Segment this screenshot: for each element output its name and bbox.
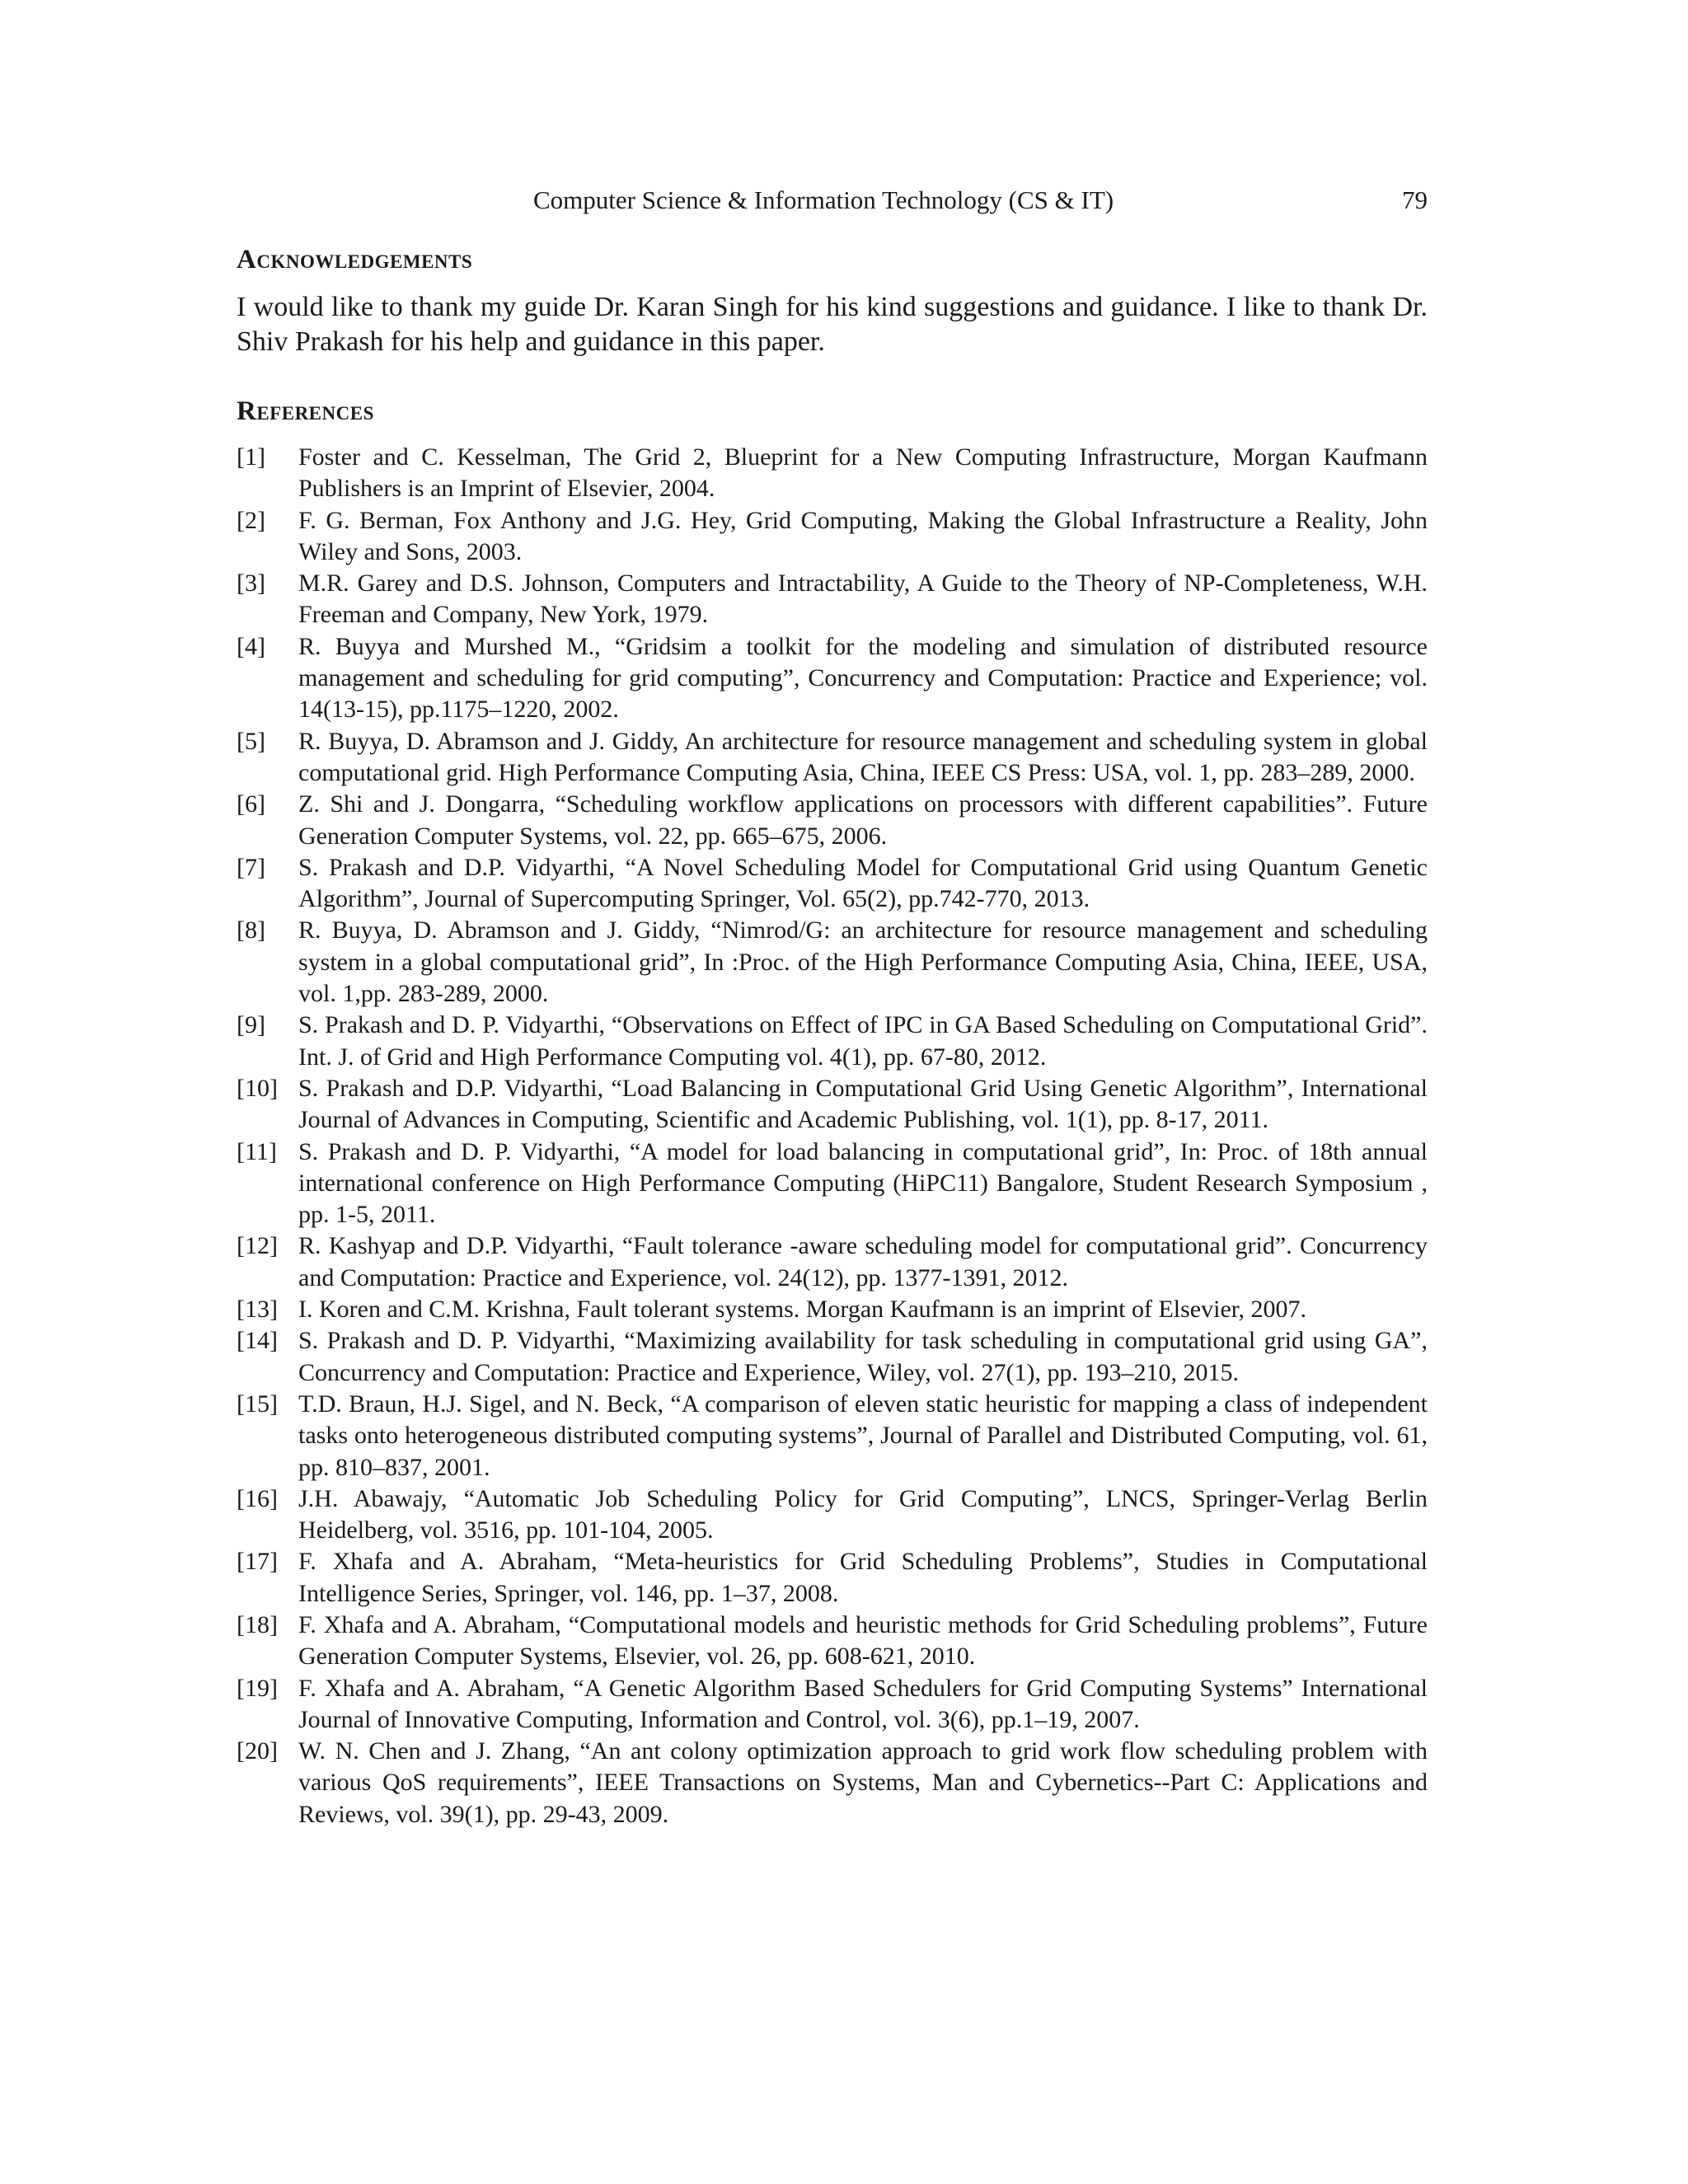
reference-text: S. Prakash and D. P. Vidyarthi, “Maximizing availability for task scheduling in computational grid using GA”, Concurrency and Computation: Practice and Experience, Wiley, vol. 27(1), pp. 193–210, 2015. [298,1327,1428,1386]
reference-list [237,442,1428,1830]
reference-number: [17] [237,1548,278,1576]
reference-number: [12] [237,1232,278,1260]
reference-item [237,1546,1428,1610]
reference-text: Foster and C. Kesselman, The Grid 2, Blueprint for a New Computing Infrastructure, Morgan Kaufmann Publishers is an Imprint of Elsevier, 2004. [298,443,1428,503]
reference-item [237,1073,1428,1137]
reference-number: [13] [237,1296,278,1324]
reference-item [237,1137,1428,1231]
reference-number: [1] [237,443,265,471]
reference-text: R. Kashyap and D.P. Vidyarthi, “Fault tolerance -aware scheduling model for computational grid”. Concurrency and Computation: Practice and Experience, vol. 24(12), pp. 1377-1391, 2012. [298,1232,1428,1291]
reference-text: I. Koren and C.M. Krishna, Fault tolerant systems. Morgan Kaufmann is an imprint of Elsevier, 2007. [298,1296,1307,1324]
reference-number: [18] [237,1610,278,1638]
reference-number: [8] [237,916,265,944]
reference-item [237,1230,1428,1294]
reference-number: [4] [237,632,265,660]
acknowledgements-heading: Acknowledgements [237,245,473,274]
reference-number: [7] [237,853,265,881]
reference-text: R. Buyya, D. Abramson and J. Giddy, An architecture for resource management and scheduling system in global computational grid. High Performance Computing Asia, China, IEEE CS Press: USA, vol. 1, pp. 283–289, 2000. [298,727,1428,786]
reference-text: S. Prakash and D.P. Vidyarthi, “Load Balancing in Computational Grid Using Genetic Algorithm”, International Journal of Advances in Computing, Scientific and Academic Publishing, vol. 1(1), pp. 8-17, 2011. [298,1074,1428,1134]
reference-item [237,726,1428,790]
reference-text: F. G. Berman, Fox Anthony and J.G. Hey, Grid Computing, Making the Global Infrastructure a Reality, John Wiley and Sons, 2003. [298,506,1428,565]
reference-item [237,1325,1428,1389]
reference-item [237,1294,1428,1325]
reference-text: Z. Shi and J. Dongarra, “Scheduling workflow applications on processors with different capabilities”. Future Generation Computer Systems, vol. 22, pp. 665–675, 2006. [298,790,1428,850]
reference-number: [2] [237,506,265,534]
reference-text: T.D. Braun, H.J. Sigel, and N. Beck, “A comparison of eleven static heuristic for mapping a class of independent tasks onto heterogeneous distributed computing systems”, Journal of Parallel and Distributed Computing, vol. 61, pp. 810–837, 2001. [298,1390,1428,1481]
reference-number: [10] [237,1074,278,1102]
reference-text: J.H. Abawajy, “Automatic Job Scheduling Policy for Grid Computing”, LNCS, Springer-Verlag Berlin Heidelberg, vol. 3516, pp. 101-104, 2005. [298,1484,1428,1544]
reference-text: F. Xhafa and A. Abraham, “A Genetic Algorithm Based Schedulers for Grid Computing Systems” International Journal of Innovative Computing, Information and Control, vol. 3(6), pp.1–19, 2007. [298,1674,1428,1733]
reference-text: S. Prakash and D. P. Vidyarthi, “A model for load balancing in computational grid”, In: Proc. of 18th annual international conference on High Performance Computing (HiPC11) Bangalore, Student Research Symposium , pp. 1-5, 2011. [298,1137,1428,1229]
reference-number: [14] [237,1327,278,1355]
reference-number: [15] [237,1390,278,1418]
references-heading: References [237,396,374,426]
reference-item [237,1010,1428,1073]
reference-number: [3] [237,569,265,598]
paper-page [237,177,1428,1830]
reference-number: [11] [237,1137,277,1165]
reference-number: [6] [237,790,265,818]
reference-number: [5] [237,727,265,755]
page-number: 79 [1402,185,1428,214]
reference-text: S. Prakash and D.P. Vidyarthi, “A Novel Scheduling Model for Computational Grid using Quantum Genetic Algorithm”, Journal of Supercomputing Springer, Vol. 65(2), pp.742-770, 2013. [298,853,1428,913]
reference-item [237,852,1428,916]
reference-item [237,1673,1428,1736]
reference-item [237,568,1428,631]
reference-text: R. Buyya and Murshed M., “Gridsim a toolkit for the modeling and simulation of distributed resource management and scheduling for grid computing”, Concurrency and Computation: Practice and Experience; vol. 14(13-15), pp.1175–1220, 2002. [298,632,1428,724]
reference-item [237,442,1428,505]
reference-item [237,1483,1428,1547]
acknowledgements-body: I would like to thank my guide Dr. Karan Singh for his kind suggestions and guidance. I like to thank Dr. Shiv Prakash for his help and guidance in this paper. [237,292,1428,357]
running-head-title: Computer Science & Information Technology (CS & IT) [533,185,1114,214]
reference-item [237,1610,1428,1673]
reference-text: S. Prakash and D. P. Vidyarthi, “Observations on Effect of IPC in GA Based Scheduling on Computational Grid”. Int. J. of Grid and High Performance Computing vol. 4(1), pp. 67-80, 2012. [298,1011,1428,1071]
reference-item [237,1736,1428,1830]
reference-item [237,505,1428,569]
reference-number: [16] [237,1484,278,1512]
reference-text: W. N. Chen and J. Zhang, “An ant colony optimization approach to grid work flow scheduling problem with various QoS requirements”, IEEE Transactions on Systems, Man and Cybernetics--Part C: Applications and Reviews, vol. 39(1), pp. 29-43, 2009. [298,1737,1428,1828]
reference-text: F. Xhafa and A. Abraham, “Meta-heuristics for Grid Scheduling Problems”, Studies in Computational Intelligence Series, Springer, vol. 146, pp. 1–37, 2008. [298,1548,1428,1607]
reference-text: F. Xhafa and A. Abraham, “Computational models and heuristic methods for Grid Scheduling problems”, Future Generation Computer Systems, Elsevier, vol. 26, pp. 608-621, 2010. [298,1610,1428,1671]
reference-text: R. Buyya, D. Abramson and J. Giddy, “Nimrod/G: an architecture for resource management and scheduling system in a global computational grid”, In :Proc. of the High Performance Computing Asia, China, IEEE, USA, vol. 1,pp. 283-289, 2000. [298,916,1428,1008]
reference-item [237,631,1428,726]
running-head [237,177,1428,215]
reference-item [237,1389,1428,1483]
reference-number: [20] [237,1737,278,1765]
reference-item [237,915,1428,1010]
reference-text: M.R. Garey and D.S. Johnson, Computers and Intractability, A Guide to the Theory of NP-Completeness, W.H. Freeman and Company, New York, 1979. [298,569,1428,629]
reference-number: [19] [237,1674,278,1702]
reference-number: [9] [237,1011,265,1039]
reference-item [237,789,1428,852]
